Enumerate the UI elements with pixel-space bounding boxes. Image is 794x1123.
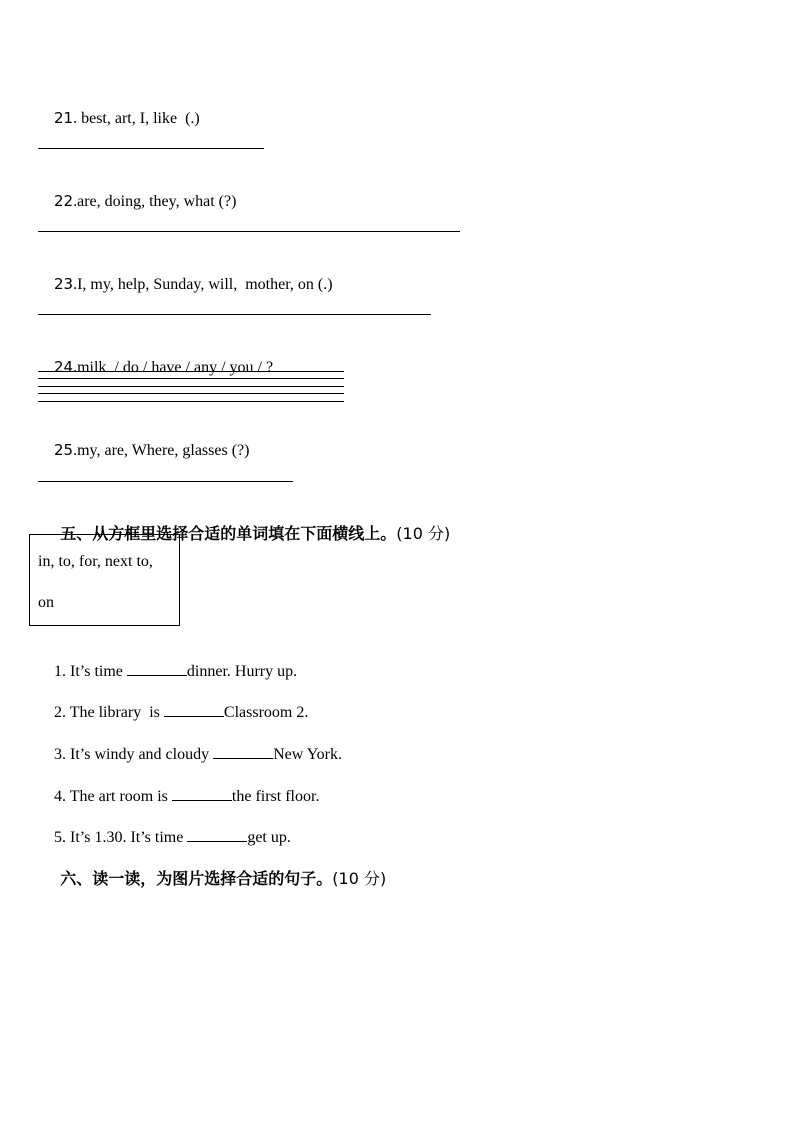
word-box-line-2: on bbox=[38, 594, 54, 611]
question-text: .I, my, help, Sunday, will, mother, on (.) bbox=[73, 276, 333, 293]
score-label: (10 分) bbox=[396, 524, 451, 543]
score-label: (10 分) bbox=[332, 869, 387, 888]
question-number: 24 bbox=[54, 358, 74, 376]
item-text-before: 4. The art room is bbox=[54, 788, 172, 805]
question-text: .my, are, Where, glasses (?) bbox=[73, 442, 250, 459]
item-text-before: 5. It’s 1.30. It’s time bbox=[54, 829, 188, 846]
question-number: 23 bbox=[54, 275, 74, 293]
question-text: . best, art, I, like (.) bbox=[73, 110, 200, 127]
item-text-after: the first floor. bbox=[231, 788, 320, 805]
fill-blank[interactable] bbox=[213, 743, 273, 759]
answer-line-24b[interactable] bbox=[38, 378, 344, 379]
item-text-after: dinner. Hurry up. bbox=[186, 663, 298, 680]
item-text-after: New York. bbox=[273, 746, 342, 763]
question-25 bbox=[38, 420, 249, 481]
answer-line-22[interactable] bbox=[38, 231, 460, 232]
fill-blank[interactable] bbox=[164, 701, 224, 717]
question-21 bbox=[38, 88, 200, 149]
question-number: 25 bbox=[54, 441, 74, 459]
answer-line-23[interactable] bbox=[38, 314, 431, 315]
word-box-line-1: in, to, for, next to, bbox=[38, 553, 153, 570]
answer-line-21[interactable] bbox=[38, 148, 264, 149]
question-number: 22 bbox=[54, 192, 74, 210]
heading-text: 五、从方框里选择合适的单词填在下面横线上。 bbox=[60, 524, 397, 543]
answer-line-24d[interactable] bbox=[38, 393, 344, 394]
answer-line-24a[interactable] bbox=[38, 371, 344, 372]
question-22 bbox=[38, 171, 236, 232]
section-heading-part6 bbox=[38, 846, 386, 912]
heading-text: 六、读一读，为图片选择合适的句子。 bbox=[60, 869, 333, 888]
fill-blank[interactable] bbox=[172, 785, 232, 801]
question-24 bbox=[38, 337, 273, 398]
question-text: .are, doing, they, what (?) bbox=[73, 193, 237, 210]
question-number: 21 bbox=[54, 109, 74, 127]
word-box bbox=[29, 534, 180, 626]
item-text-after: Classroom 2. bbox=[223, 704, 309, 721]
item-text-before: 3. It’s windy and cloudy bbox=[54, 746, 214, 763]
question-23 bbox=[38, 254, 333, 315]
fill-blank[interactable] bbox=[187, 826, 247, 842]
item-text-after: get up. bbox=[247, 829, 291, 846]
item-text-before: 1. It’s time bbox=[54, 663, 127, 680]
question-text: .milk / do / have / any / you / ? bbox=[73, 359, 274, 376]
answer-line-24c[interactable] bbox=[38, 386, 344, 387]
fill-blank[interactable] bbox=[127, 660, 187, 676]
item-text-before: 2. The library is bbox=[54, 704, 164, 721]
answer-line-24e[interactable] bbox=[38, 401, 344, 402]
answer-line-25[interactable] bbox=[38, 481, 293, 482]
